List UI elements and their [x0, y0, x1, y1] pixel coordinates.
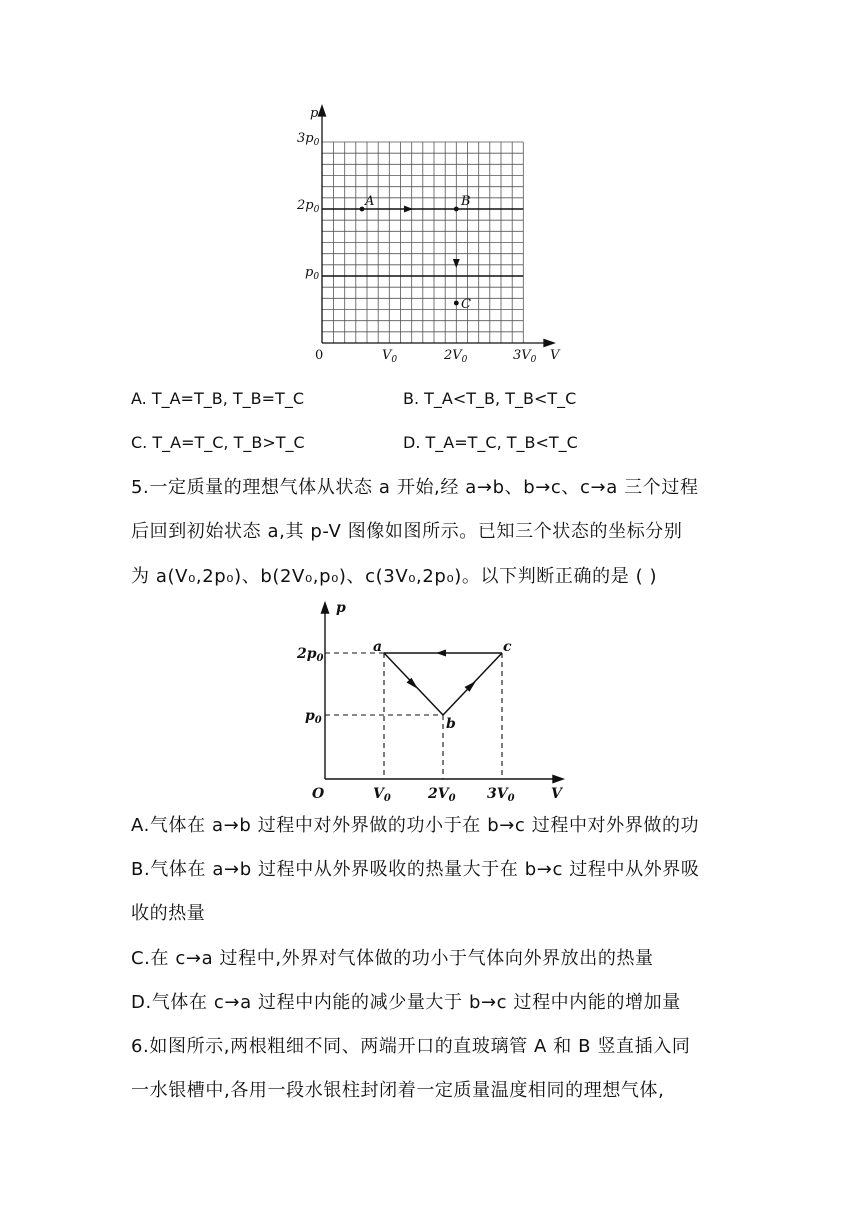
- q5-stem-line-2: 后回到初始状态 a,其 p-V 图像如图所示。已知三个状态的坐标分别: [131, 521, 683, 542]
- q4-option-c: C. T_A=T_C, T_B>T_C: [131, 433, 305, 452]
- arrow-b-to-c: [453, 259, 460, 268]
- y-axis-label: p: [336, 600, 346, 616]
- q5-option-d: D.气体在 c→a 过程中内能的减少量大于 b→c 过程中内能的增加量: [131, 992, 681, 1013]
- state-points: [360, 207, 459, 306]
- y-axis-label: p: [310, 106, 319, 121]
- cycle-arrows: [407, 650, 477, 692]
- x-tick-V0: $V_0$: [373, 786, 391, 804]
- x-tick-3V0: $3V_0$: [487, 786, 515, 804]
- process-arrows: [404, 206, 460, 269]
- origin-label: O: [312, 786, 325, 802]
- q5-stem-line-3: 为 a(V₀,2p₀)、b(2V₀,p₀)、c(3V₀,2p₀)。以下判断正确的是 ( ): [131, 566, 658, 587]
- origin-label: 0: [315, 348, 324, 363]
- grid-lines: [322, 142, 523, 343]
- q5-option-c: C.在 c→a 过程中,外界对气体做的功小于气体向外界放出的热量: [131, 948, 654, 969]
- cycle-path: [384, 653, 502, 715]
- q5-option-b-line-1: B.气体在 a→b 过程中从外界吸收的热量大于在 b→c 过程中从外界吸: [131, 859, 700, 880]
- point-b-label: b: [446, 716, 456, 732]
- point-a-label: a: [373, 639, 383, 655]
- q6-stem-line-1: 6.如图所示,两根粗细不同、两端开口的直玻璃管 A 和 B 竖直插入同: [131, 1036, 691, 1057]
- figure-1-grid-pv-diagram: [290, 100, 580, 372]
- point-C-label: C: [461, 297, 471, 312]
- q4-option-a: A. T_A=T_B, T_B=T_C: [131, 389, 304, 408]
- point-B-label: B: [461, 194, 471, 209]
- figure-2-cycle-pv-diagram: [290, 595, 580, 810]
- q5-option-b-line-2: 收的热量: [131, 903, 206, 924]
- x-tick-2V0: $2V_0$: [444, 348, 468, 365]
- y-tick-p0: $p_0$: [305, 265, 320, 282]
- point-A: [360, 207, 365, 212]
- point-C: [454, 301, 459, 306]
- x-tick-V0: $V_0$: [382, 348, 398, 365]
- point-c-label: c: [503, 639, 512, 655]
- q5-option-a: A.气体在 a→b 过程中对外界做的功小于在 b→c 过程中对外界做的功: [131, 815, 700, 836]
- y-tick-2p0: $2p_0$: [297, 198, 320, 215]
- y-tick-2p0: $2p_0$: [297, 646, 324, 664]
- q4-option-d: D. T_A=T_C, T_B<T_C: [403, 433, 578, 452]
- y-tick-p0: $p_0$: [305, 708, 322, 726]
- dashed-guides: [325, 653, 502, 779]
- q6-stem-line-2: 一水银槽中,各用一段水银柱封闭着一定质量温度相同的理想气体,: [131, 1080, 665, 1101]
- axes: [322, 603, 564, 783]
- point-A-label: A: [365, 194, 375, 209]
- x-axis-label: V: [550, 348, 560, 363]
- arrow-c-to-a: [436, 650, 446, 657]
- point-B: [454, 207, 459, 212]
- q5-stem-line-1: 5.一定质量的理想气体从状态 a 开始,经 a→b、b→c、c→a 三个过程: [131, 477, 699, 498]
- x-axis-label: V: [551, 786, 562, 802]
- x-tick-3V0: $3V_0$: [513, 348, 537, 365]
- q4-option-b: B. T_A<T_B, T_B<T_C: [403, 389, 577, 408]
- x-tick-2V0: $2V_0$: [428, 786, 456, 804]
- y-tick-3p0: $3p_0$: [297, 131, 320, 148]
